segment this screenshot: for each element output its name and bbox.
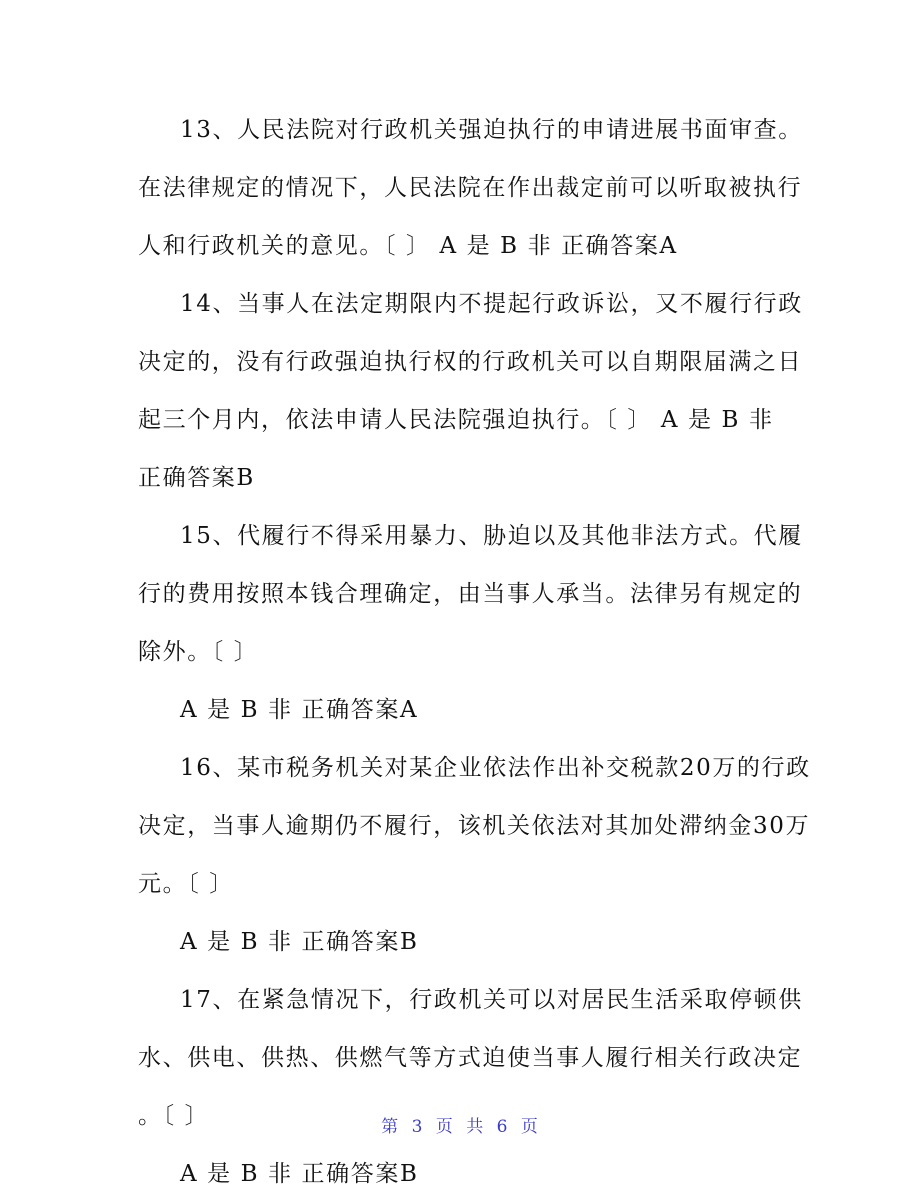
footer-label-total: 共 bbox=[466, 1117, 485, 1137]
question-17-line-1: 17、在紧急情况下，行政机关可以对居民生活采取停顿供 bbox=[180, 987, 803, 1013]
question-17-line-2: 水、供电、供热、供燃气等方式迫使当事人履行相关行政决定 bbox=[138, 1045, 803, 1071]
footer-total-pages: 6 bbox=[496, 1117, 509, 1137]
footer-current-page: 3 bbox=[411, 1117, 424, 1137]
question-16-line-1: 16、某市税务机关对某企业依法作出补交税款20万的行政 bbox=[180, 755, 811, 781]
footer-label-total-unit: 页 bbox=[520, 1117, 539, 1137]
document-body bbox=[138, 101, 811, 1203]
question-15-line-1: 15、代履行不得采用暴力、胁迫以及其他非法方式。代履 bbox=[180, 523, 803, 549]
question-15-line-3: 除外。〔 〕 bbox=[138, 639, 259, 665]
footer-label-page: 第 bbox=[381, 1117, 400, 1137]
question-16-answer: A 是 B 非 正确答案B bbox=[180, 929, 419, 955]
question-16-line-3: 元。〔 〕 bbox=[138, 871, 234, 897]
question-14-line-3: 起三个月内，依法申请人民法院强迫执行。〔 〕 A 是 B 非 bbox=[138, 407, 774, 433]
question-17-answer: A 是 B 非 正确答案B bbox=[180, 1161, 419, 1187]
question-15-answer: A 是 B 非 正确答案A bbox=[180, 697, 419, 723]
question-16-line-2: 决定，当事人逾期仍不履行，该机关依法对其加处滞纳金30万 bbox=[138, 813, 811, 839]
question-14-answer: 正确答案B bbox=[138, 465, 255, 491]
question-13-line-1: 13、人民法院对行政机关强迫执行的申请进展书面审查。 bbox=[180, 117, 803, 143]
question-14-line-1: 14、当事人在法定期限内不提起行政诉讼，又不履行行政 bbox=[180, 291, 803, 317]
footer-label-page-unit: 页 bbox=[435, 1117, 454, 1137]
question-13-line-2: 在法律规定的情况下，人民法院在作出裁定前可以听取被执行 bbox=[138, 175, 803, 201]
question-17-line-3: 。〔 〕 bbox=[138, 1103, 210, 1129]
question-15-line-2: 行的费用按照本钱合理确定，由当事人承当。法律另有规定的 bbox=[138, 581, 803, 607]
page-footer bbox=[0, 1112, 920, 1137]
question-14-line-2: 决定的，没有行政强迫执行权的行政机关可以自期限届满之日 bbox=[138, 349, 803, 375]
question-13-line-3: 人和行政机关的意见。〔 〕 A 是 B 非 正确答案A bbox=[138, 233, 678, 259]
